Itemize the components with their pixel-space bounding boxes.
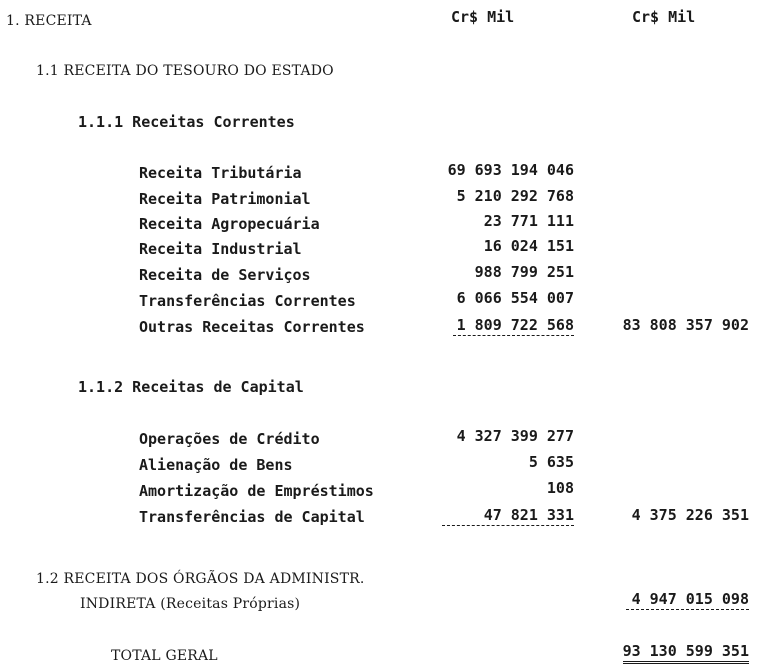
row-value: 108 xyxy=(546,479,574,497)
subtotal-receitas-capital: 4 375 226 351 xyxy=(631,506,749,524)
row-label: Receita Agropecuária xyxy=(139,215,320,233)
column-header-2: Cr$ Mil xyxy=(632,8,696,26)
subsection-1-2-title: 1.2 RECEITA DOS ÓRGÃOS DA ADMINISTR. xyxy=(36,571,365,587)
subsection-1-2-subtitle: INDIRETA (Receitas Próprias) xyxy=(80,596,301,612)
row-label: Amortização de Empréstimos xyxy=(139,482,374,500)
total-label: TOTAL GERAL xyxy=(111,648,218,664)
row-label: Alienação de Bens xyxy=(139,456,293,474)
subsection-1-1-2-title: 1.1.2 Receitas de Capital xyxy=(78,378,304,396)
column-header-1: Cr$ Mil xyxy=(451,8,515,26)
row-label: Operações de Crédito xyxy=(139,430,320,448)
row-label: Receita Tributária xyxy=(139,164,302,182)
row-label: Receita de Serviços xyxy=(139,266,311,284)
total-value: 93 130 599 351 xyxy=(623,642,749,664)
row-value: 69 693 194 046 xyxy=(447,161,574,179)
subsection-1-1-1-title: 1.1.1 Receitas Correntes xyxy=(78,113,295,131)
row-value: 1 809 722 568 xyxy=(453,316,574,336)
row-label: Transferências Correntes xyxy=(139,292,356,310)
row-value: 5 635 xyxy=(528,453,574,471)
subsection-1-1-title: 1.1 RECEITA DO TESOURO DO ESTADO xyxy=(36,63,334,79)
row-label: Transferências de Capital xyxy=(139,508,365,526)
subtotal-receitas-correntes: 83 808 357 902 xyxy=(622,316,749,334)
row-value: 16 024 151 xyxy=(483,237,574,255)
row-label: Receita Patrimonial xyxy=(139,190,311,208)
row-value: 23 771 111 xyxy=(483,212,574,230)
row-label: Receita Industrial xyxy=(139,240,302,258)
row-value: 988 799 251 xyxy=(474,263,574,281)
section-title: 1. RECEITA xyxy=(6,13,92,29)
row-value: 6 066 554 007 xyxy=(456,289,574,307)
row-label: Outras Receitas Correntes xyxy=(139,318,365,336)
row-value: 5 210 292 768 xyxy=(456,187,574,205)
subsection-1-2-value: 4 947 015 098 xyxy=(626,590,749,610)
row-value: 47 821 331 xyxy=(442,506,574,526)
row-value: 4 327 399 277 xyxy=(456,427,574,445)
